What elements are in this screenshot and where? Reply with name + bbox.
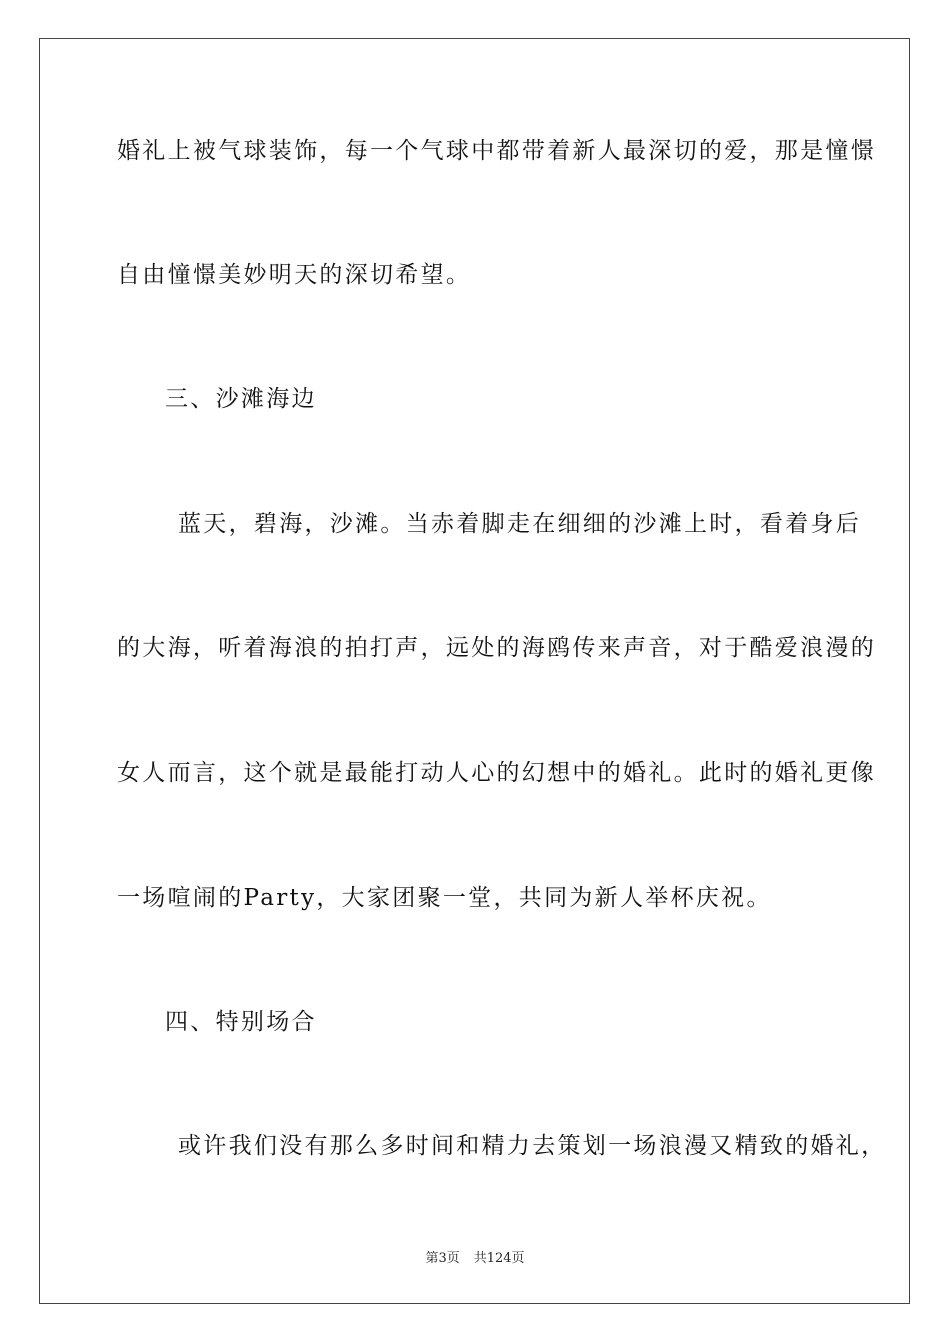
paragraph-line: 蓝天，碧海，沙滩。当赤着脚走在细细的沙滩上时，看着身后 (178, 511, 862, 537)
page-footer (0, 1247, 950, 1266)
page-frame (39, 38, 910, 1304)
paragraph-line: 自由憧憬美妙明天的深切希望。 (117, 262, 472, 288)
section-heading-special: 四、特别场合 (165, 1009, 317, 1035)
paragraph-line: 婚礼上被气球装饰，每一个气球中都带着新人最深切的爱，那是憧憬 (117, 138, 876, 164)
page-total: 共124页 (473, 1251, 525, 1266)
paragraph-line: 或许我们没有那么多时间和精力去策划一场浪漫又精致的婚礼， (178, 1133, 887, 1159)
section-heading-beach: 三、沙滩海边 (165, 386, 317, 412)
paragraph-line: 的大海，听着海浪的拍打声，远处的海鸥传来声音，对于酷爱浪漫的 (117, 635, 876, 661)
paragraph-line: 女人而言，这个就是最能打动人心的幻想中的婚礼。此时的婚礼更像 (117, 760, 876, 786)
page-number: 第3页 (425, 1251, 460, 1266)
paragraph-line: 一场喧闹的Party，大家团聚一堂，共同为新人举杯庆祝。 (117, 885, 772, 911)
